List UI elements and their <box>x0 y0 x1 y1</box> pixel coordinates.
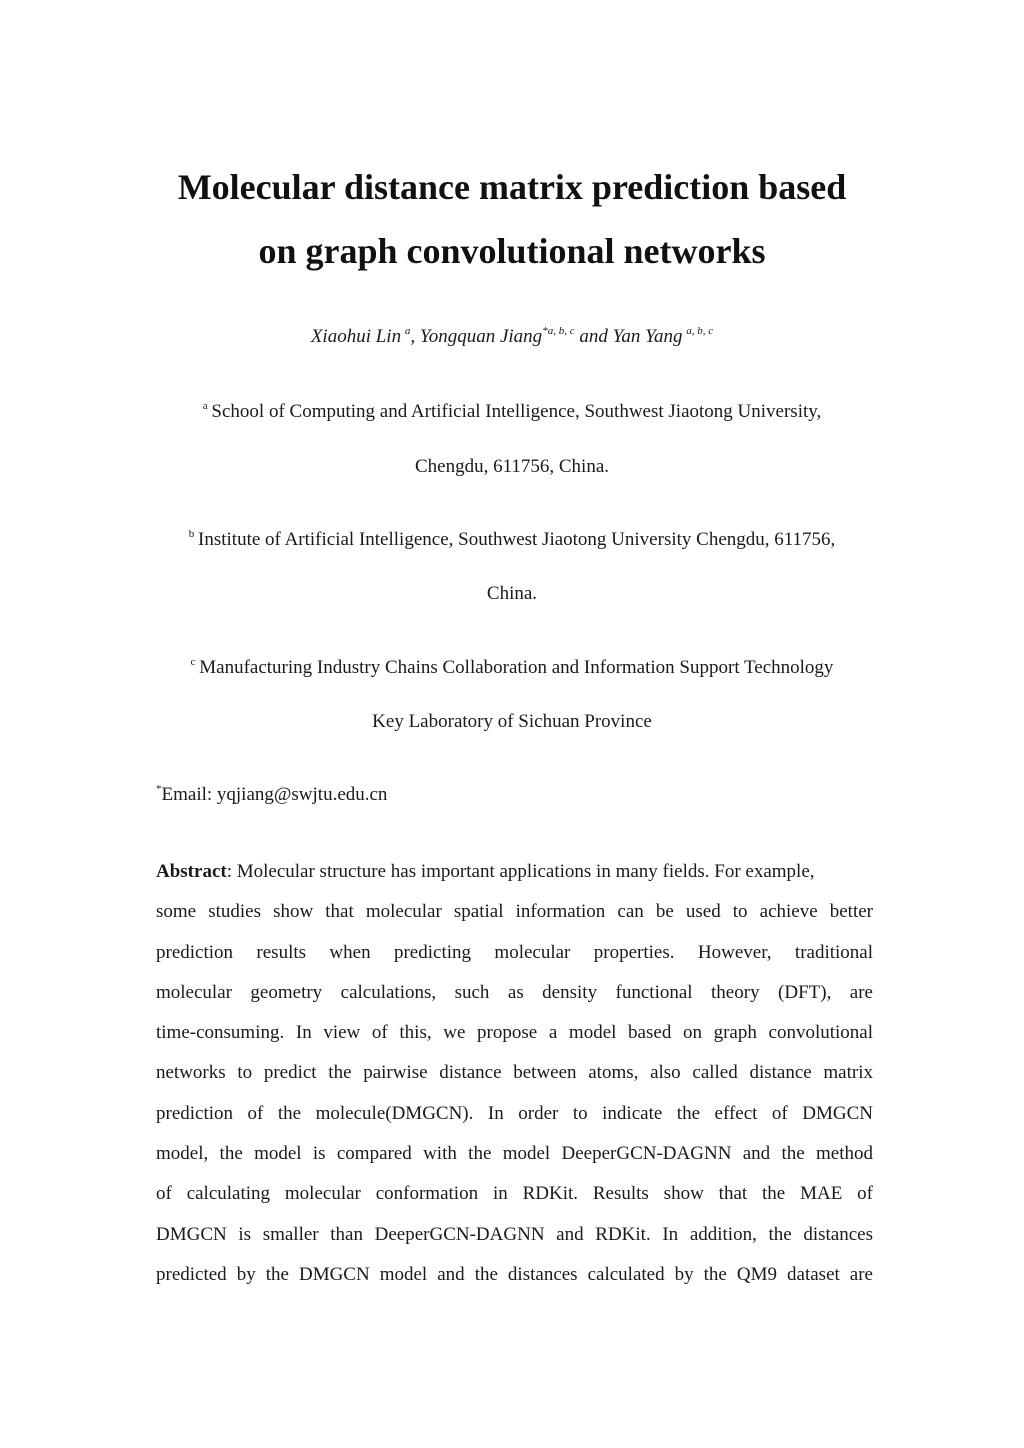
abstract-line: networks to predict the pairwise distance between atoms, also called distance matrix <box>156 1062 873 1084</box>
author-list <box>0 325 1024 349</box>
author-separator: , <box>410 326 420 347</box>
affiliation-a-line-2: Chengdu, 611756, China. <box>414 456 610 477</box>
abstract-line: of calculating molecular conformation in RDKit. Results show that the MAE of <box>156 1183 873 1205</box>
abstract-line: prediction of the molecule(DMGCN). In order to indicate the effect of DMGCN <box>156 1102 873 1124</box>
affiliation-text: Manufacturing Industry Chains Collaboration and Information Support Technology <box>199 657 834 678</box>
affiliation-marker: c <box>190 656 196 668</box>
author-affiliation-marker: a, b, c <box>686 325 714 337</box>
affiliation-marker: b <box>188 528 195 540</box>
paper-title-line-1: Molecular distance matrix prediction based <box>177 167 847 207</box>
corresponding-email <box>156 783 387 807</box>
abstract-line: model, the model is compared with the model DeeperGCN-DAGNN and the method <box>156 1143 873 1165</box>
affiliation-marker: a <box>202 400 208 412</box>
abstract-line: time-consuming. In view of this, we propose a model based on graph convolutional <box>156 1022 873 1044</box>
abstract-text: : Molecular structure has important applications in many fields. For example, <box>226 861 815 882</box>
abstract <box>156 858 873 1301</box>
author-name: Yongquan Jiang <box>419 326 543 347</box>
author-separator: and <box>574 326 613 347</box>
affiliation-a-line-1 <box>0 400 1024 424</box>
affiliation-c-line-1 <box>0 656 1024 680</box>
abstract-line: DMGCN is smaller than DeeperGCN-DAGNN and RDKit. In addition, the distances <box>156 1223 873 1245</box>
abstract-line: some studies show that molecular spatial information can be used to achieve better <box>156 901 873 923</box>
affiliation-c-line-2: Key Laboratory of Sichuan Province <box>372 711 652 732</box>
abstract-line <box>156 858 873 898</box>
author-name: Xiaohui Lin <box>310 326 402 347</box>
author-name: Yan Yang <box>612 326 683 347</box>
affiliation-text: Institute of Artificial Intelligence, Southwest Jiaotong University Chengdu, 611756, <box>198 529 836 550</box>
affiliation-b-line-2: China. <box>486 583 538 604</box>
author-affiliation-marker: *a, b, c <box>542 325 575 337</box>
corresponding-marker: * <box>156 783 162 795</box>
abstract-label: Abstract <box>156 861 227 882</box>
affiliation-text: School of Computing and Artificial Intelligence, Southwest Jiaotong University, <box>211 401 822 422</box>
author-affiliation-marker: a <box>404 325 411 337</box>
affiliation-b-line-1 <box>0 528 1024 552</box>
abstract-line: prediction results when predicting molecular properties. However, traditional <box>156 941 873 963</box>
abstract-line: predicted by the DMGCN model and the distances calculated by the QM9 dataset are <box>156 1263 873 1285</box>
paper-title-line-2: on graph convolutional networks <box>258 231 766 271</box>
abstract-line: molecular geometry calculations, such as density functional theory (DFT), are <box>156 981 873 1003</box>
email-text: Email: yqjiang@swjtu.edu.cn <box>161 784 388 805</box>
